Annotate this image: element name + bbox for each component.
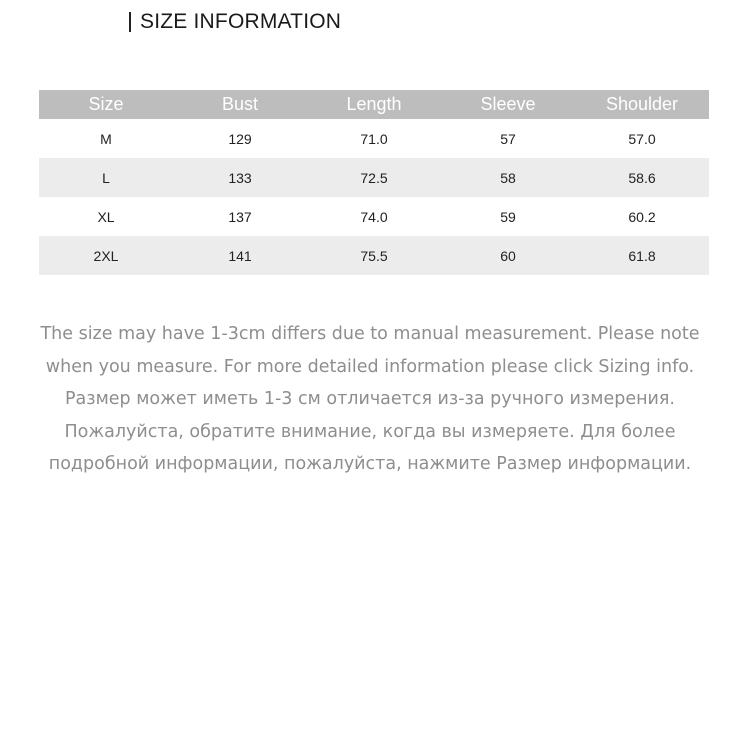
table-row	[39, 197, 709, 236]
table-row	[39, 236, 709, 275]
column-header-size: Size	[39, 90, 173, 119]
cell-shoulder: 61.8	[575, 236, 709, 275]
title-divider	[129, 12, 131, 32]
column-header-length: Length	[307, 90, 441, 119]
column-header-sleeve: Sleeve	[441, 90, 575, 119]
size-table	[39, 90, 709, 275]
cell-length: 75.5	[307, 236, 441, 275]
cell-bust: 137	[228, 208, 252, 225]
cell-shoulder: 58.6	[575, 158, 709, 197]
cell-sleeve: 57	[500, 130, 516, 147]
cell-bust: 133	[173, 158, 307, 197]
cell-size: L	[39, 158, 173, 197]
table-row	[39, 158, 709, 197]
note-russian: Размер может иметь 1-3 см отличается из-за ручного измерения. Пожалуйста, обратите внимание, когда вы измеряете. Для более подробной информации, пожалуйста, нажмите Размер информации.	[48, 389, 692, 474]
column-header-shoulder: Shoulder	[575, 90, 709, 119]
section-title	[129, 10, 341, 34]
table-header-row	[39, 90, 709, 119]
cell-bust: 141	[173, 236, 307, 275]
cell-size: 2XL	[39, 236, 173, 275]
cell-shoulder: 57.0	[628, 130, 656, 147]
cell-bust: 129	[228, 130, 252, 147]
cell-shoulder: 60.2	[628, 208, 656, 225]
cell-length: 71.0	[360, 130, 388, 147]
cell-length: 72.5	[307, 158, 441, 197]
cell-sleeve: 59	[500, 208, 516, 225]
cell-size: XL	[97, 208, 115, 225]
cell-length: 74.0	[360, 208, 388, 225]
cell-sleeve: 58	[441, 158, 575, 197]
cell-size: M	[100, 130, 112, 147]
note-english: The size may have 1-3cm differs due to manual measurement. Please note when you measure. For more detailed information please click Sizing info.	[40, 324, 700, 377]
table-row	[39, 119, 709, 158]
cell-sleeve: 60	[441, 236, 575, 275]
measurement-notes	[40, 318, 700, 481]
section-title-text: SIZE INFORMATION	[140, 10, 342, 33]
column-header-bust: Bust	[173, 90, 307, 119]
